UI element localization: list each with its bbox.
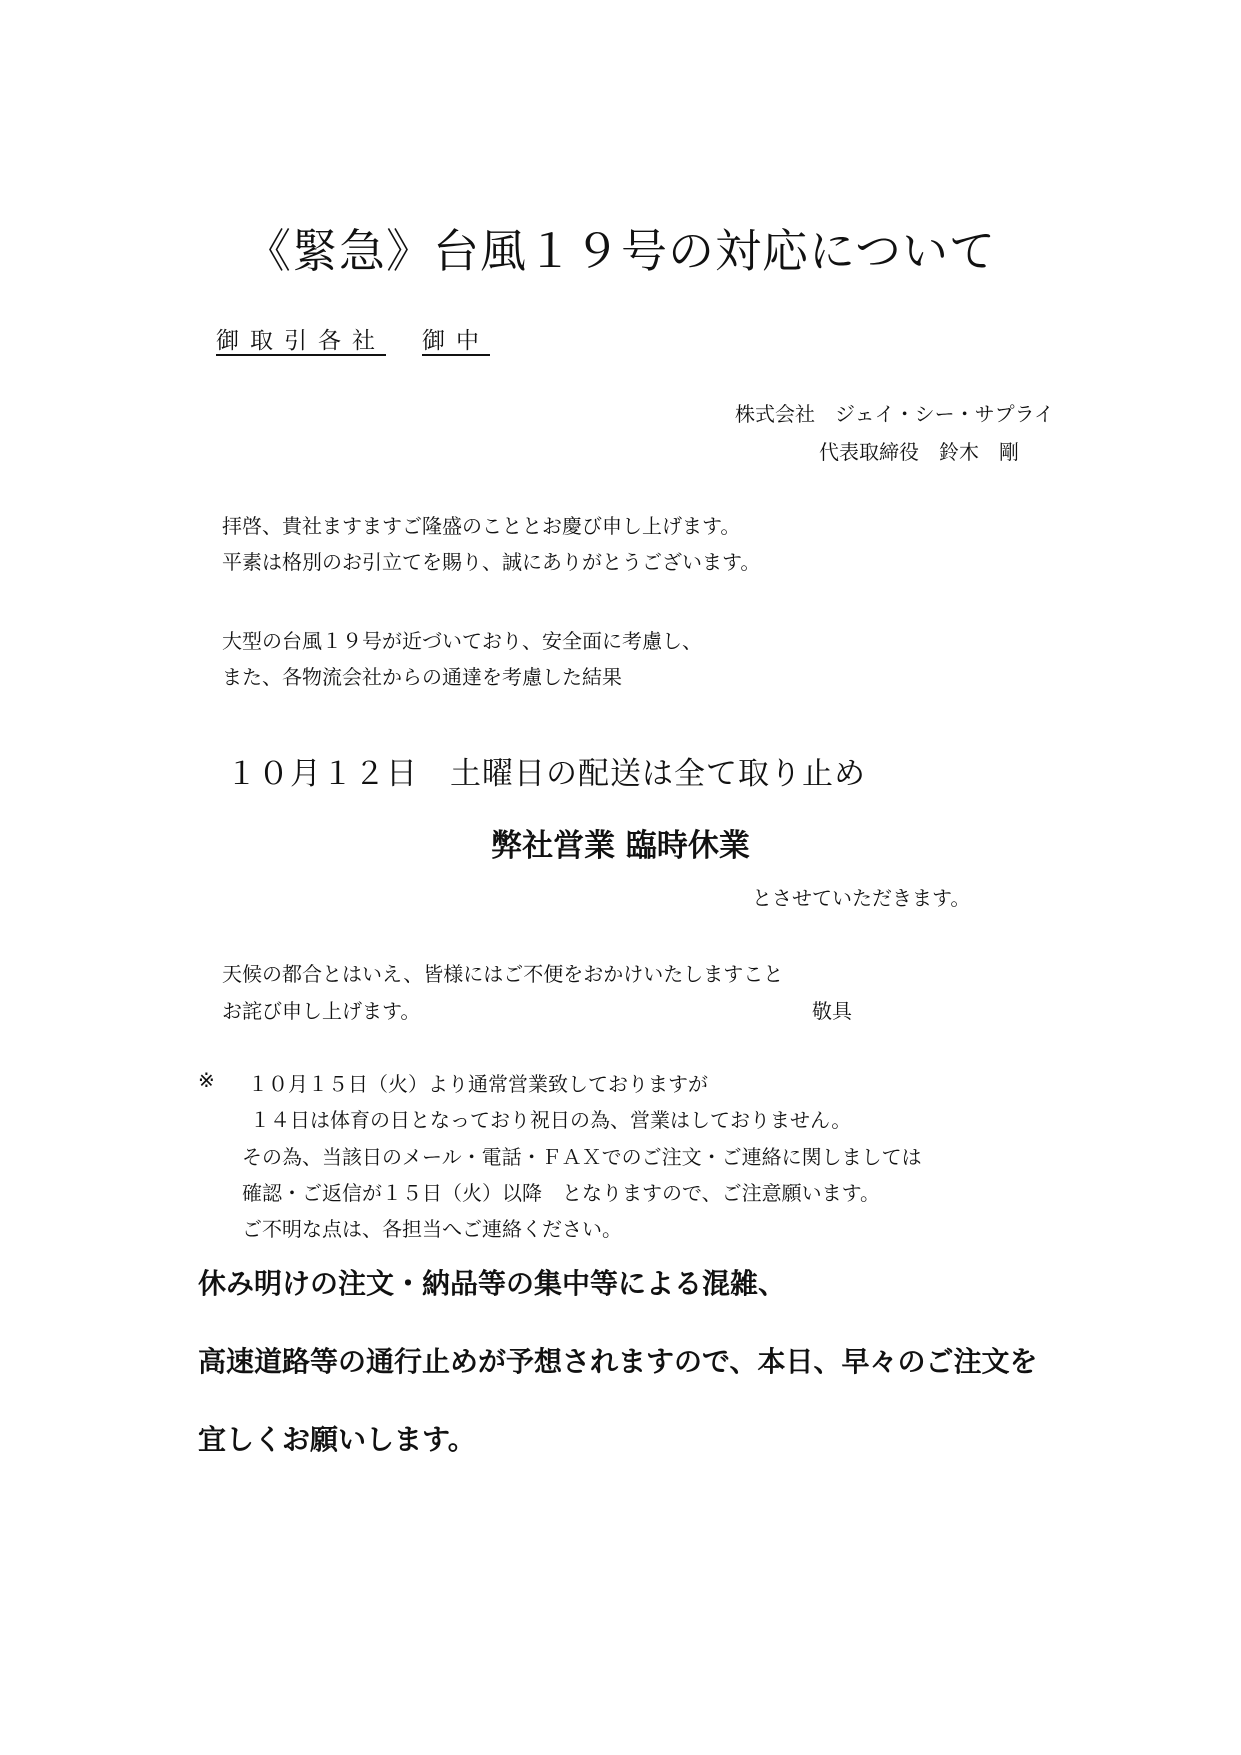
note-mark: ※ — [198, 1068, 215, 1092]
request-line-2: 高速道路等の通行止めが予想されますので、本日、早々のご注文を — [198, 1345, 1038, 1378]
addressee — [216, 322, 490, 355]
announcement-closing: とさせていただきます。 — [752, 886, 971, 910]
greeting-line-1: 拝啓、貴社ますますご隆盛のこととお慶び申し上げます。 — [222, 514, 741, 538]
addressee-recipients: 御取引各社 — [216, 328, 386, 354]
document-title: 《緊急》台風１９号の対応について — [244, 224, 997, 278]
note-line-1: １０月１５日（火）より通常営業致しておりますが — [248, 1072, 708, 1096]
announcement-closure: 弊社営業 臨時休業 — [491, 828, 750, 864]
sender-representative: 代表取締役 鈴木 剛 — [819, 440, 1019, 464]
note-line-5: ご不明な点は、各担当へご連絡ください。 — [242, 1217, 622, 1241]
note-line-4: 確認・ご返信が１５日（火）以降 となりますので、ご注意願います。 — [242, 1181, 880, 1205]
reason-line-1: 大型の台風１９号が近づいており、安全面に考慮し、 — [222, 629, 702, 653]
note-line-3: その為、当該日のメール・電話・ＦＡＸでのご注文・ご連絡に関しましては — [242, 1145, 922, 1169]
note-line-2: １４日は体育の日となっており祝日の為、営業はしておりません。 — [250, 1108, 852, 1132]
addressee-honorific: 御中 — [422, 328, 490, 354]
apology-line-2: お詫び申し上げます。 — [222, 999, 421, 1023]
request-line-1: 休み明けの注文・納品等の集中等による混雑、 — [198, 1267, 787, 1300]
reason-line-2: また、各物流会社からの通達を考慮した結果 — [222, 665, 622, 689]
request-line-3: 宜しくお願いします。 — [198, 1423, 476, 1456]
apology-line-1: 天候の都合とはいえ、皆様にはご不便をおかけいたしますこと — [222, 962, 784, 986]
announcement-headline: １０月１２日 土曜日の配送は全て取り止め — [226, 756, 866, 792]
greeting-line-2: 平素は格別のお引立てを賜り、誠にありがとうございます。 — [222, 550, 761, 574]
sender-company: 株式会社 ジェイ・シー・サプライ — [735, 402, 1054, 426]
keigu-closing: 敬具 — [812, 999, 852, 1023]
